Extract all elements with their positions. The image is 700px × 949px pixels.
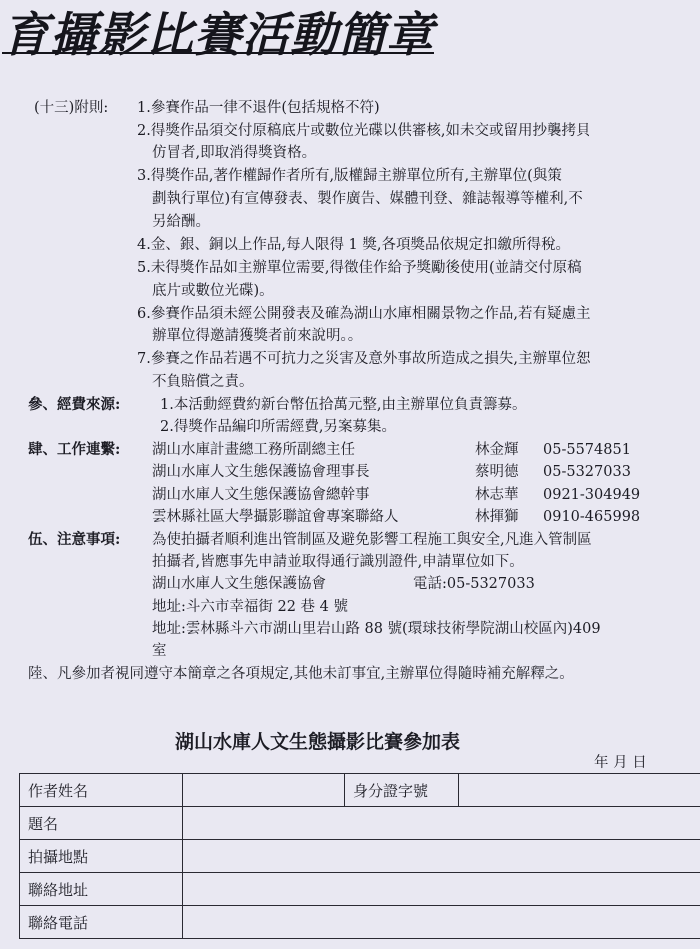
contact-org: 湖山水庫人文生態保護協會總幹事	[152, 487, 370, 503]
notice-phone: 電話:05-5327033	[413, 576, 535, 592]
contact-org: 雲林縣社區大學攝影聯誼會專案聯絡人	[152, 509, 399, 525]
title-field[interactable]	[183, 807, 700, 840]
form-row-address	[20, 873, 700, 906]
rule-line: 4.金、銀、銅以上作品,每人限得 1 獎,各項獎品依規定扣繳所得稅。	[137, 237, 570, 253]
address-label: 聯絡地址	[20, 873, 183, 906]
title-label: 題名	[20, 807, 183, 840]
rule-line: 1.參賽作品一律不退件(包括規格不符)	[137, 100, 380, 116]
rule-line: 3.得獎作品,著作權歸作者所有,版權歸主辦單位所有,主辦單位(與策	[137, 168, 562, 184]
location-field[interactable]	[183, 840, 700, 873]
rule-line: 不負賠償之責。	[152, 374, 254, 390]
supplement-line: 陸、凡參加者視同遵守本簡章之各項規定,其他未訂事宜,主辦單位得隨時補充解釋之。	[28, 666, 574, 682]
contact-phone: 0921-304949	[543, 487, 641, 503]
contact-phone: 05-5574851	[543, 442, 631, 458]
notice-line: 拍攝者,皆應事先申請並取得通行識別證件,申請單位如下。	[152, 554, 524, 570]
rule-line: 劃執行單位)有宣傳發表、製作廣告、媒體刊登、雜誌報導等權利,不	[152, 191, 583, 207]
entry-form-table	[19, 773, 700, 939]
id-number-label: 身分證字號	[345, 774, 459, 807]
notice-address-cont: 室	[152, 643, 167, 659]
address-field[interactable]	[183, 873, 700, 906]
funding-line: 1.本活動經費約新台幣伍拾萬元整,由主辦單位負責籌募。	[160, 397, 527, 413]
notice-line: 為使拍攝者順利進出管制區及避免影響工程施工與安全,凡進入管制區	[152, 532, 592, 548]
form-title: 湖山水庫人文生態攝影比賽參加表	[175, 731, 461, 753]
form-row-author	[20, 774, 700, 807]
rule-line: 2.得獎作品須交付原稿底片或數位光碟以供審核,如未交或留用抄襲拷貝	[137, 123, 591, 139]
rule-line: 底片或數位光碟)。	[152, 283, 274, 299]
rule-line: 另給酬。	[152, 214, 210, 230]
author-name-field[interactable]	[183, 774, 345, 807]
contact-org: 湖山水庫人文生態保護協會理事長	[152, 464, 370, 480]
funding-line: 2.得獎作品編印所需經費,另案募集。	[160, 419, 396, 435]
form-row-location	[20, 840, 700, 873]
contact-phone: 0910-465998	[543, 509, 641, 525]
phone-field[interactable]	[183, 906, 700, 939]
funding-label: 參、經費來源:	[28, 396, 121, 413]
form-date-line: 年 月 日	[594, 755, 647, 771]
rule-line: 7.參賽之作品若遇不可抗力之災害及意外事故所造成之損失,主辦單位恕	[137, 351, 591, 367]
notice-address: 地址:斗六市幸福街 22 巷 4 號	[152, 599, 348, 615]
notice-address: 地址:雲林縣斗六市湖山里岩山路 88 號(環球技術學院湖山校區內)409	[152, 621, 601, 637]
form-row-phone	[20, 906, 700, 939]
form-row-title	[20, 807, 700, 840]
rule-line: 仿冒者,即取消得獎資格。	[152, 145, 317, 161]
contact-name: 蔡明德	[475, 464, 519, 480]
phone-label: 聯絡電話	[20, 906, 183, 939]
rule-line: 辦單位得邀請獲獎者前來說明。。	[152, 328, 363, 344]
contact-name: 林揮獅	[475, 509, 519, 525]
contact-name: 林志華	[475, 487, 519, 503]
contacts-label: 肆、工作連繫:	[28, 441, 121, 458]
notice-label: 伍、注意事項:	[28, 531, 121, 548]
id-number-field[interactable]	[459, 774, 700, 807]
author-name-label: 作者姓名	[20, 774, 183, 807]
contact-phone: 05-5327033	[543, 464, 631, 480]
contact-org: 湖山水庫計畫總工務所副總主任	[152, 442, 355, 458]
contact-name: 林金輝	[475, 442, 519, 458]
section-13-label: (十三)附則:	[34, 100, 109, 116]
rule-line: 6.參賽作品須未經公開發表及確為湖山水庫相關景物之作品,若有疑慮主	[137, 306, 591, 322]
document-title: 育攝影比賽活動簡章	[2, 8, 434, 63]
location-label: 拍攝地點	[20, 840, 183, 873]
notice-org: 湖山水庫人文生態保護協會	[152, 576, 326, 592]
rule-line: 5.未得獎作品如主辦單位需要,得徵佳作給予獎勵後使用(並請交付原稿	[137, 260, 582, 276]
